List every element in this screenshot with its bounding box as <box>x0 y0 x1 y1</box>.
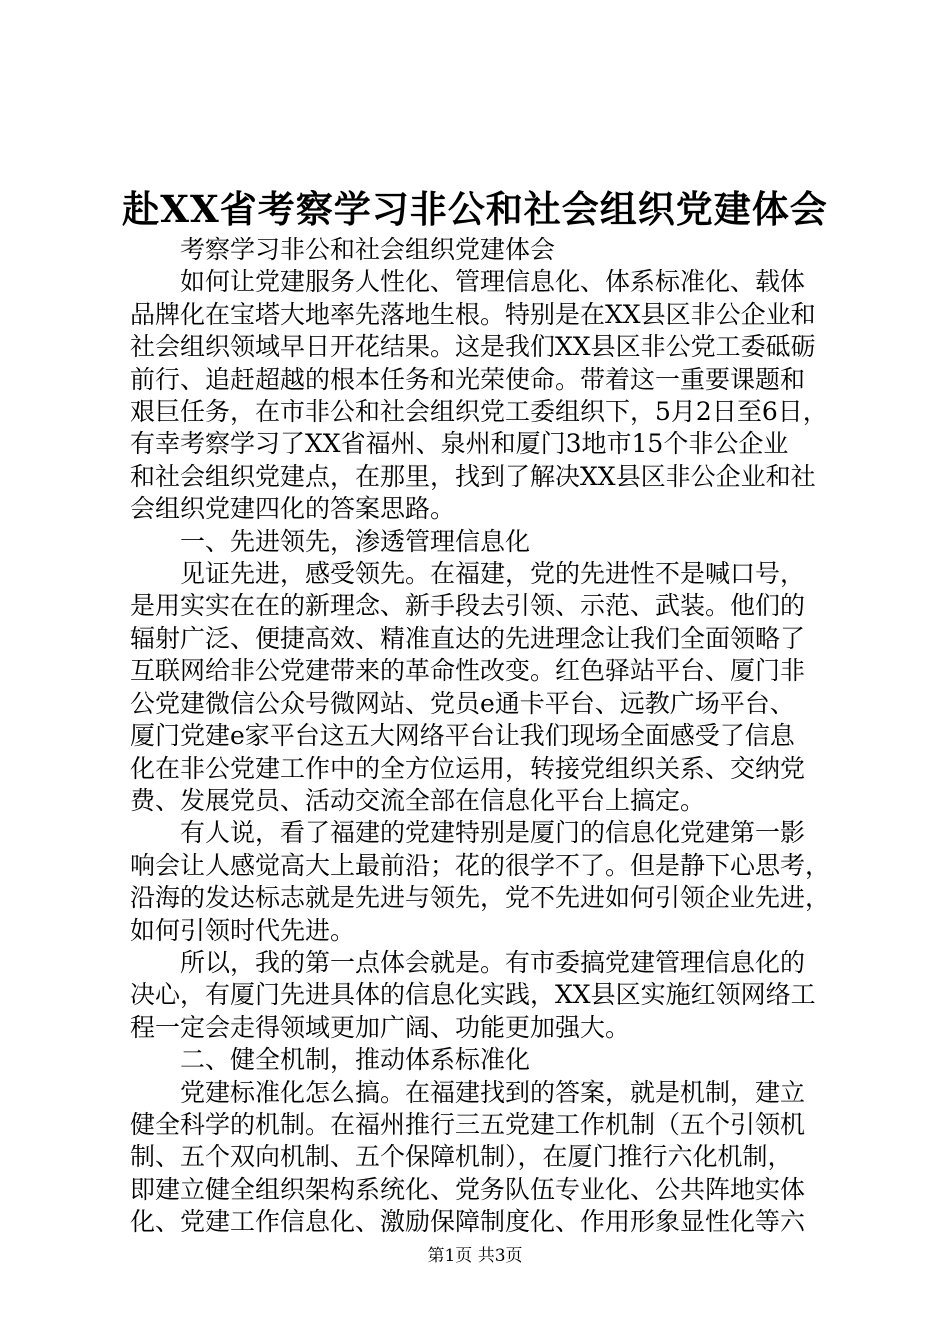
paragraph-section-1b: 有人说，看了福建的党建特别是厦门的信息化党建第一影 响会让人感觉高大上最前沿；花的很学不了。但是静下心思考， 沿海的发达标志就是先进与领先，党不先进如何引领企业先进， 如何引领时代先进。 <box>130 818 831 945</box>
paragraph-section-1c: 所以，我的第一点体会就是。有市委搞党建管理信息化的 决心，有厦门先进具体的信息化实践，XX县区实施红领网络工 程一定会走得领域更加广阔、功能更加强大。 <box>130 947 816 1042</box>
section-heading-1: 一、先进领先，渗透管理信息化 <box>180 526 531 556</box>
paragraph-section-2a: 党建标准化怎么搞。在福建找到的答案，就是机制，建立 健全科学的机制。在福州推行三五党建工作机制（五个引领机 制、五个双向机制、五个保障机制），在厦门推行六化机制， 即建立健全组织架构系统化、党务队伍专业化、公共阵地实体 化、党建工作信息化、激励保障制度化、作用形象显性化等六 <box>130 1077 806 1237</box>
paragraph-subtitle: 考察学习非公和社会组织党建体会 <box>180 235 556 264</box>
section-heading-2: 二、健全机制，推动体系标准化 <box>180 1045 531 1075</box>
document-title: 赴XX省考察学习非公和社会组织党建体会 <box>122 187 828 231</box>
paragraph-section-1a: 见证先进，感受领先。在福建，党的先进性不是喊口号， 是用实实在在的新理念、新手段去引领、示范、武装。他们的 辐射广泛、便捷高效、精准直达的先进理念让我们全面领略了 互联网给非公党建带来的革命性改变。红色驿站平台、厦门非 公党建微信公众号微网站、党员e通卡平台、远教广场平台、 厦门党建e家平台这五大网络平台让我们现场全面感受了信息 化在非公党建工作中的全方位运用，转接党组织关系、交纳党 费、发展党员、活动交流全部在信息化平台上搞定。 <box>130 559 806 815</box>
page-number-footer: 第1页 共3页 <box>427 1246 523 1266</box>
document-body <box>130 234 830 1239</box>
paragraph-intro: 如何让党建服务人性化、管理信息化、体系标准化、载体 品牌化在宝塔大地率先落地生根。特别是在XX县区非公企业和 社会组织领域早日开花结果。这是我们XX县区非公党工委砥砺 前行、追赶超越的根本任务和光荣使命。带着这一重要课题和 艰巨任务，在市非公和社会组织党工委组织下，5月2日至6日， 有幸考察学习了XX省福州、泉州和厦门3地市15个非公企业 和社会组织党建点，在那里，找到了解决XX县区非公企业和社 会组织党建四化的答案思路。 <box>130 267 828 524</box>
